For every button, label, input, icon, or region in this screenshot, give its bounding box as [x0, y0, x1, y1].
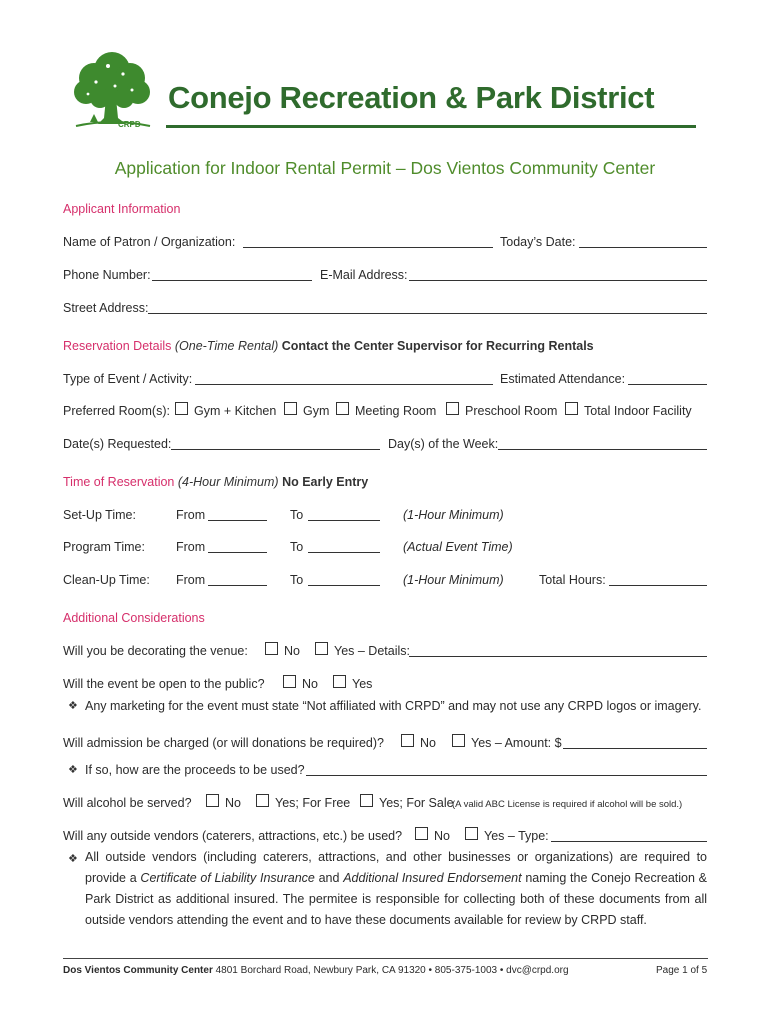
decorating-yes-checkbox[interactable]: [315, 642, 328, 655]
vendors-note-part-2: naming the Conejo Recreation & Park District as additional insured. The permitee is responsible for collecting both of these documents from all outside vendors attending the event and to have these documents available for review by CRPD staff.: [85, 871, 707, 927]
vendors-yes-label: Yes – Type:: [484, 829, 549, 843]
cleanup-from-field[interactable]: [208, 585, 267, 586]
decorating-question: Will you be decorating the venue:: [63, 644, 248, 658]
phone-label: Phone Number:: [63, 268, 151, 282]
days-field[interactable]: [498, 449, 707, 450]
applicant-section-title: Applicant Information: [63, 202, 181, 216]
room-checkbox-total[interactable]: [565, 402, 578, 415]
room-label-gym-kitchen: Gym + Kitchen: [194, 404, 277, 418]
event-type-field[interactable]: [195, 384, 493, 385]
alcohol-sale-label: Yes; For Sale: [379, 796, 454, 810]
event-type-label: Type of Event / Activity:: [63, 372, 193, 386]
time-section-title: [63, 475, 368, 489]
time-title: Time of Reservation: [63, 475, 175, 489]
time-italic: (4-Hour Minimum): [177, 475, 279, 489]
admission-yes-checkbox[interactable]: [452, 734, 465, 747]
patron-label: Name of Patron / Organization:: [63, 235, 236, 249]
admission-yes-label: Yes – Amount: $: [471, 736, 562, 750]
room-label-total: Total Indoor Facility: [584, 404, 692, 418]
page-number: Page 1 of 5: [656, 965, 708, 976]
additional-section-title: Additional Considerations: [63, 611, 205, 625]
admission-no-checkbox[interactable]: [401, 734, 414, 747]
program-to-field[interactable]: [308, 552, 380, 553]
setup-from-field[interactable]: [208, 520, 267, 521]
decorating-no-label: No: [284, 644, 300, 658]
header-rule: [166, 125, 696, 128]
setup-from-label: From: [176, 508, 206, 522]
alcohol-no-checkbox[interactable]: [206, 794, 219, 807]
vendors-type-field[interactable]: [551, 841, 707, 842]
org-name: Conejo Recreation & Park District: [168, 80, 655, 115]
admission-amount-field[interactable]: [563, 748, 707, 749]
setup-to-label: To: [290, 508, 304, 522]
email-label: E-Mail Address:: [320, 268, 408, 282]
room-label-gym: Gym: [303, 404, 330, 418]
crpd-logo: [68, 48, 156, 134]
admission-no-label: No: [420, 736, 436, 750]
decorating-yes-label: Yes – Details:: [334, 644, 410, 658]
room-checkbox-meeting[interactable]: [336, 402, 349, 415]
public-yes-checkbox[interactable]: [333, 675, 346, 688]
footer-address: 4801 Borchard Road, Newbury Park, CA 91320 • 805-375-1003 • dvc@crpd.org: [215, 965, 569, 976]
cert-liability-text: Certificate of Liability Insurance: [140, 871, 315, 885]
reservation-italic: (One-Time Rental): [174, 339, 279, 353]
room-checkbox-gym-kitchen[interactable]: [175, 402, 188, 415]
footer-rule: [63, 958, 708, 959]
reservation-section-title: [63, 339, 594, 353]
total-hours-field[interactable]: [609, 585, 707, 586]
rooms-label: Preferred Room(s):: [63, 404, 170, 418]
email-field[interactable]: [409, 280, 707, 281]
proceeds-field[interactable]: [306, 775, 707, 776]
alcohol-no-label: No: [225, 796, 241, 810]
cleanup-label: Clean-Up Time:: [63, 573, 150, 587]
cleanup-from-label: From: [176, 573, 206, 587]
diamond-bullet-icon: ❖: [68, 700, 78, 712]
alcohol-free-label: Yes; For Free: [275, 796, 351, 810]
program-to-label: To: [290, 540, 304, 554]
vendors-no-label: No: [434, 829, 450, 843]
room-checkbox-preschool[interactable]: [446, 402, 459, 415]
vendors-no-checkbox[interactable]: [415, 827, 428, 840]
setup-to-field[interactable]: [308, 520, 380, 521]
phone-field[interactable]: [152, 280, 312, 281]
cleanup-note: (1-Hour Minimum): [403, 573, 504, 587]
room-checkbox-gym[interactable]: [284, 402, 297, 415]
marketing-note: Any marketing for the event must state “Not affiliated with CRPD” and may not use any CRPD logos or imagery.: [85, 699, 702, 713]
and-text: and: [318, 871, 340, 885]
patron-field[interactable]: [243, 247, 493, 248]
footer-center-name: Dos Vientos Community Center: [63, 965, 213, 976]
decorating-details-field[interactable]: [409, 656, 707, 657]
alcohol-note: (A valid ABC License is required if alcohol will be sold.): [452, 799, 683, 810]
todays-date-label: Today’s Date:: [500, 235, 576, 249]
room-label-meeting: Meeting Room: [355, 404, 437, 418]
alcohol-question: Will alcohol be served?: [63, 796, 192, 810]
alcohol-sale-checkbox[interactable]: [360, 794, 373, 807]
days-label: Day(s) of the Week:: [388, 437, 499, 451]
logo-text: CRPD: [118, 120, 141, 129]
reservation-title: Reservation Details: [63, 339, 172, 353]
additional-insured-text: Additional Insured Endorsement: [343, 871, 522, 885]
public-question: Will the event be open to the public?: [63, 677, 265, 691]
vendors-question: Will any outside vendors (caterers, attractions, etc.) be used?: [63, 829, 403, 843]
footer-address-line: [63, 965, 569, 976]
vendors-requirements-note: [85, 847, 707, 931]
attendance-label: Estimated Attendance:: [500, 372, 626, 386]
attendance-field[interactable]: [628, 384, 707, 385]
vendors-note-part-1: All outside vendors (including caterers, attractions, and other businesses or organizations) are required to provide a: [85, 850, 707, 885]
public-no-checkbox[interactable]: [283, 675, 296, 688]
proceeds-question: If so, how are the proceeds to be used?: [85, 763, 305, 777]
total-hours-label: Total Hours:: [539, 573, 606, 587]
room-label-preschool: Preschool Room: [465, 404, 558, 418]
cleanup-to-field[interactable]: [308, 585, 380, 586]
public-yes-label: Yes: [352, 677, 373, 691]
cleanup-to-label: To: [290, 573, 304, 587]
alcohol-free-checkbox[interactable]: [256, 794, 269, 807]
vendors-yes-checkbox[interactable]: [465, 827, 478, 840]
program-label: Program Time:: [63, 540, 145, 554]
diamond-bullet-icon: ❖: [68, 764, 78, 776]
street-field[interactable]: [148, 313, 707, 314]
program-from-label: From: [176, 540, 206, 554]
setup-label: Set-Up Time:: [63, 508, 136, 522]
program-from-field[interactable]: [208, 552, 267, 553]
tree-icon: [68, 48, 156, 134]
dates-field[interactable]: [171, 449, 380, 450]
decorating-no-checkbox[interactable]: [265, 642, 278, 655]
street-label: Street Address:: [63, 301, 149, 315]
diamond-bullet-icon: ❖: [68, 853, 78, 865]
admission-question: Will admission be charged (or will donations be required)?: [63, 736, 384, 750]
todays-date-field[interactable]: [579, 247, 707, 248]
form-title: Application for Indoor Rental Permit – Dos Vientos Community Center: [114, 158, 656, 178]
reservation-bold: Contact the Center Supervisor for Recurring Rentals: [281, 339, 594, 353]
time-bold: No Early Entry: [282, 475, 369, 489]
program-note: (Actual Event Time): [403, 540, 513, 554]
dates-label: Date(s) Requested:: [63, 437, 172, 451]
public-no-label: No: [302, 677, 318, 691]
setup-note: (1-Hour Minimum): [403, 508, 504, 522]
